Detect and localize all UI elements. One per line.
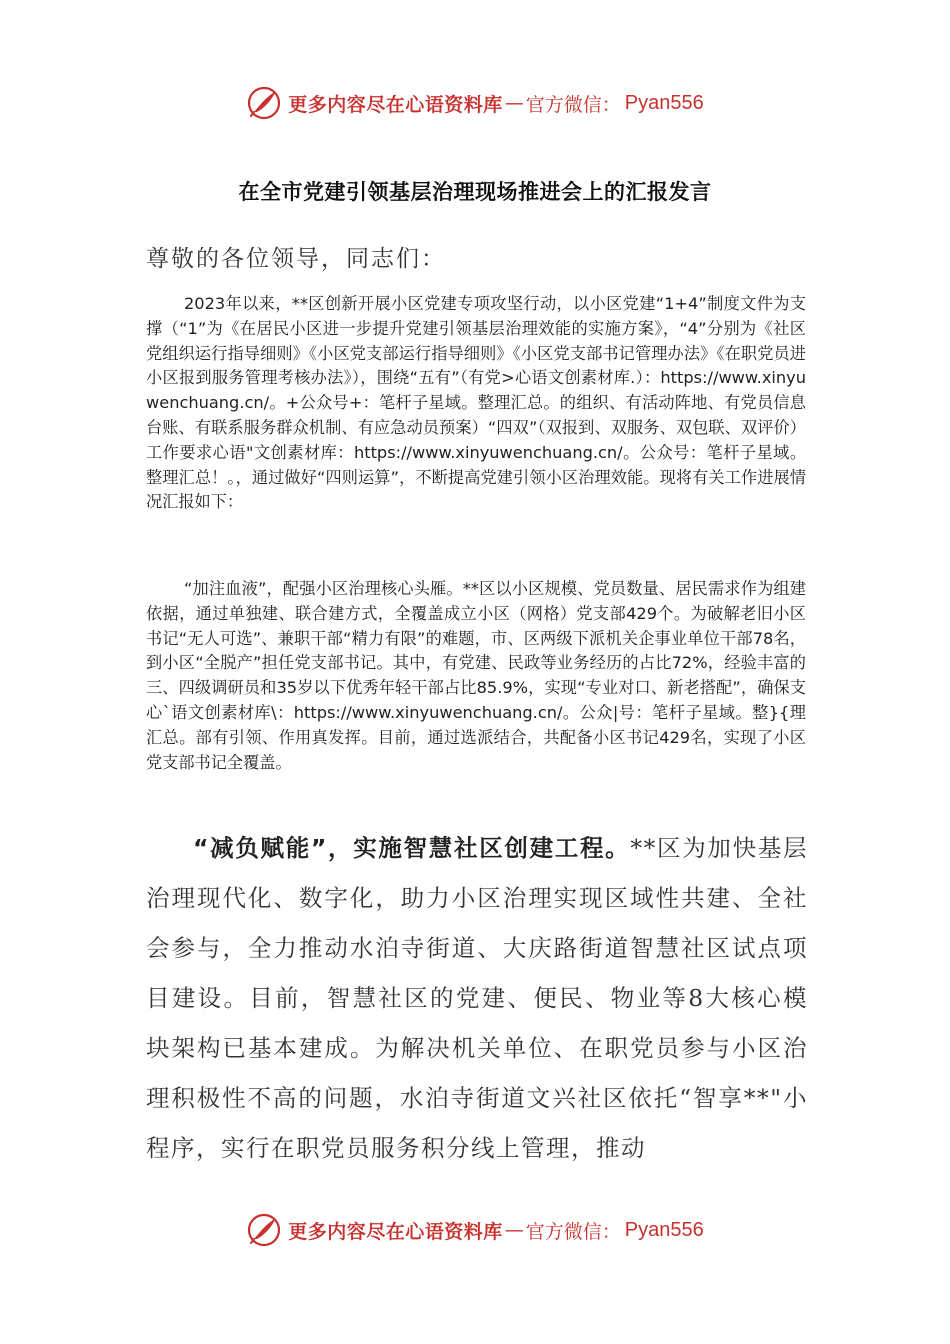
- quill-logo-icon: [246, 85, 282, 121]
- banner-wechat-label: 官方微信：: [525, 93, 621, 116]
- banner-wechat-id: Pyan556: [624, 91, 704, 114]
- banner-separator: —: [504, 92, 524, 114]
- banner-wechat-id: Pyan556: [624, 1218, 704, 1241]
- paragraph-intro: [146, 292, 806, 515]
- banner-wechat-label: 官方微信：: [525, 1220, 621, 1243]
- paragraph-smart-community-lead: “减负赋能”，实施智慧社区创建工程。: [193, 834, 631, 862]
- banner-separator: —: [504, 1219, 524, 1241]
- header-banner: [0, 83, 950, 123]
- document-title: 在全市党建引领基层治理现场推进会上的汇报发言: [238, 180, 712, 204]
- footer-banner: [0, 1210, 950, 1250]
- paragraph-smart-community-body: **区为加快基层治理现代化、数字化，助力小区治理实现区域性共建、全社会参与，全力推动水泊寺街道、大庆路街道智慧社区试点项目建设。目前，智慧社区的党建、便民、物业等8大核心模块架构已基本建成。为解决机关单位、在职党员参与小区治理积极性不高的问题，水泊寺街道文兴社区依托“智享**"小程序，实行在职党员服务积分线上管理，推动: [146, 834, 809, 1162]
- salutation: 尊敬的各位领导，同志们：: [146, 246, 446, 272]
- paragraph-core-leaders: [146, 577, 806, 775]
- banner-text: 更多内容尽在心语资料库: [288, 1220, 503, 1243]
- paragraph-core-leaders-text: “加注血液”，配强小区治理核心头雁。**区以小区规模、党员数量、居民需求作为组建依据，通过单独建、联合建方式，全覆盖成立小区（网格）党支部429个。为破解老旧小区书记“无人可选”、兼职干部“精力有限”的难题，市、区两级下派机关企事业单位干部78名，到小区“全脱产”担任党支部书记。其中，有党建、民政等业务经历的占比72%，经验丰富的三、四级调研员和35岁以下优秀年轻干部占比85.9%，实现“专业对口、新老搭配”，确保支心`语文创素材库\：https://www.xinyuwenchuang.cn/。公众|号：笔杆子星域。整}{理汇总。部有引领、作用真发挥。目前，通过选派结合，共配备小区书记429名，实现了小区党支部书记全覆盖。: [146, 579, 806, 772]
- paragraph-intro-text: 2023年以来，**区创新开展小区党建专项攻坚行动，以小区党建“1+4”制度文件为支撑（“1”为《在居民小区进一步提升党建引领基层治理效能的实施方案》，“4”分别为《社区党组织运行指导细则》《小区党支部运行指导细则》《小区党支部书记管理办法》《在职党员进小区报到服务管理考核办法》），围绕“五有”（有党>心语文创素材库.）：https://www.xinyuwenchuang.cn/。+公众号+：笔杆子星域。整理汇总。的组织、有活动阵地、有党员信息台账、有联系服务群众机制、有应急动员预案）“四双”（双报到、双服务、双包联、双评价）工作要求心语"文创素材库：https://www.xinyuwenchuang.cn/。公众号：笔杆子星域。整理汇总！。，通过做好“四则运算”，不断提高党建引领小区治理效能。现将有关工作进展情况汇报如下：: [146, 294, 806, 512]
- paragraph-smart-community: [146, 823, 808, 1173]
- quill-logo-icon: [246, 1212, 282, 1248]
- banner-text: 更多内容尽在心语资料库: [288, 93, 503, 116]
